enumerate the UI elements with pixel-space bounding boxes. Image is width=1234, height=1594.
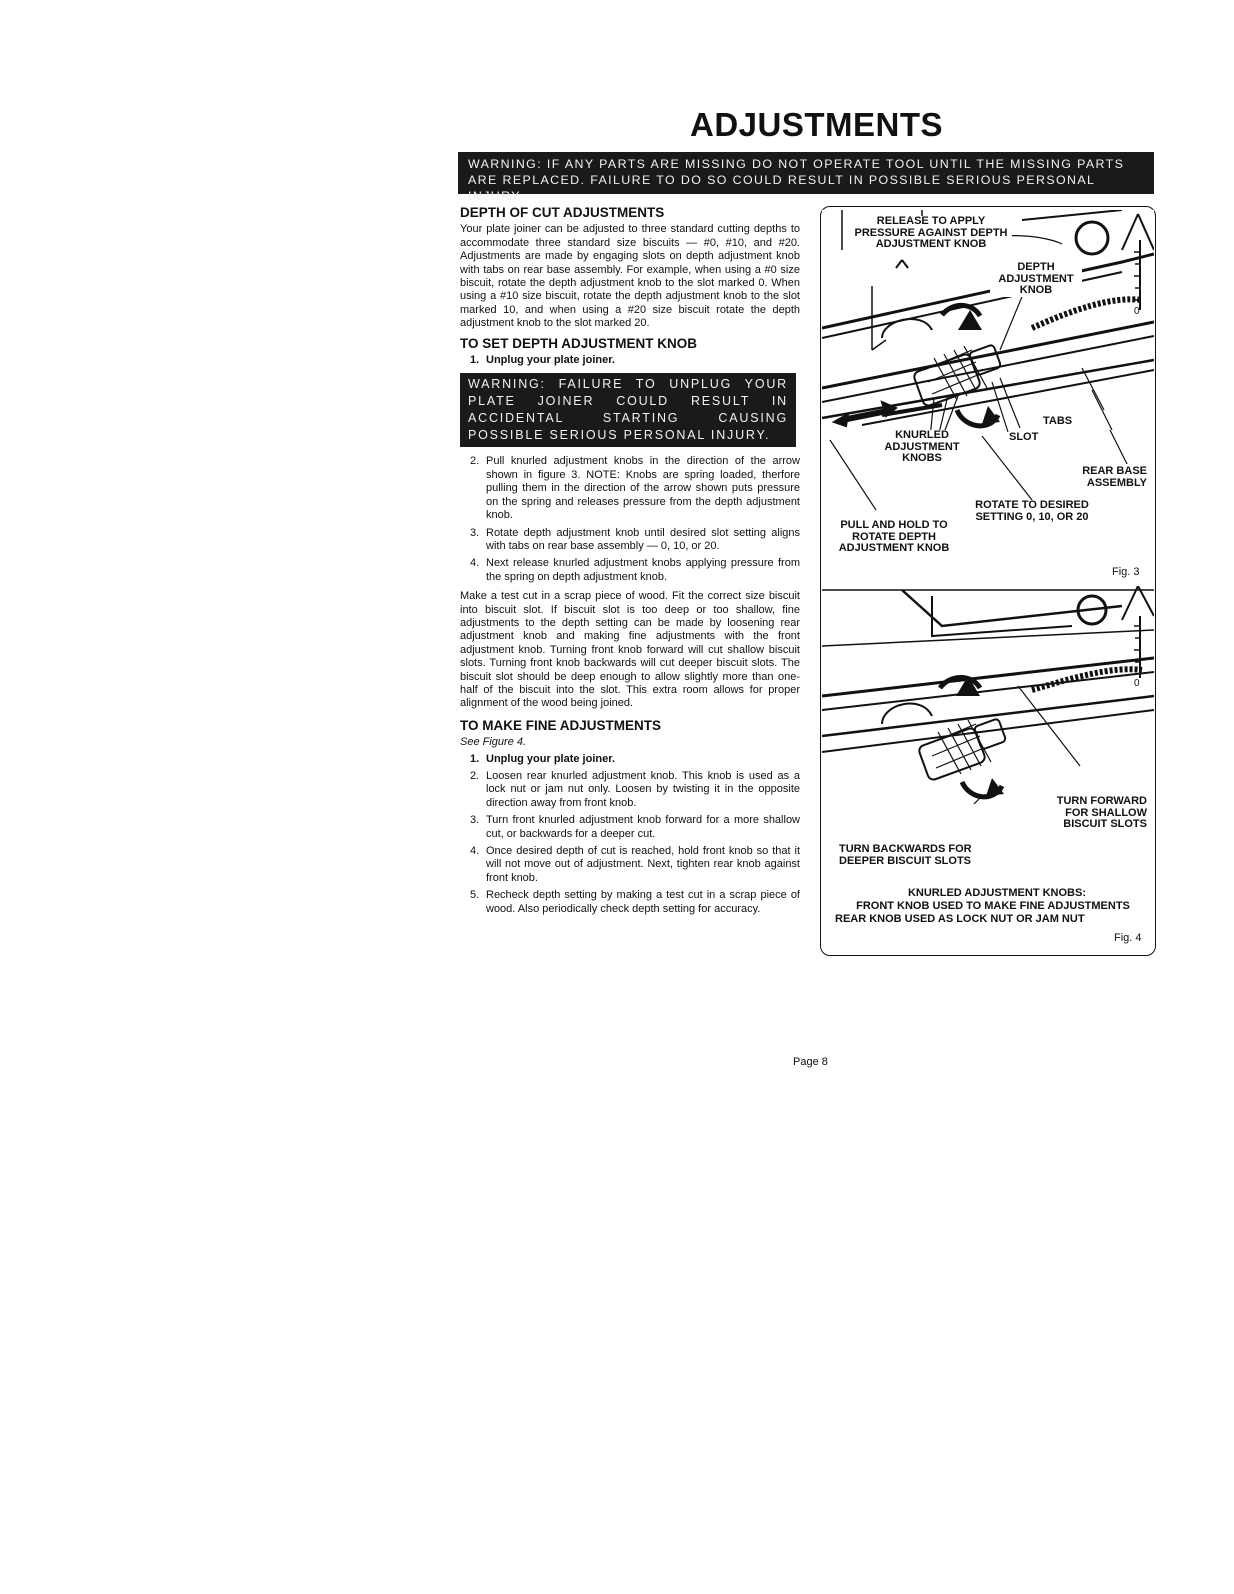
set-knob-steps-continued bbox=[460, 455, 800, 584]
unplug-warning: WARNING: FAILURE TO UNPLUG YOUR PLATE JOINER COULD RESULT IN ACCIDENTAL STARTING CAUSING POSSIBLE SERIOUS PERSONAL INJURY. bbox=[460, 373, 796, 447]
page-number: Page 8 bbox=[793, 1056, 828, 1068]
fine-heading: TO MAKE FINE ADJUSTMENTS bbox=[460, 717, 662, 733]
label-rear-base-assembly: REAR BASE ASSEMBLY bbox=[1062, 466, 1148, 489]
list-item bbox=[460, 845, 800, 885]
step-number: 3. bbox=[470, 814, 480, 827]
label-rotate-setting: ROTATE TO DESIRED SETTING 0, 10, OR 20 bbox=[966, 500, 1098, 523]
list-item bbox=[460, 354, 800, 367]
fig4-caption: Fig. 4 bbox=[1114, 932, 1142, 944]
list-item bbox=[460, 455, 800, 522]
step-number: 2. bbox=[470, 455, 480, 468]
list-item bbox=[460, 557, 800, 584]
step-text: Pull knurled adjustment knobs in the direction of the arrow shown in figure 3. NOTE: Knobs are spring loaded, therfore pulling them in the direction of the arrow shown puts pressure on the spring and releases pressure from the depth adjustment knob. bbox=[486, 455, 800, 522]
instructions-column bbox=[460, 206, 800, 922]
depth-heading: DEPTH OF CUT ADJUSTMENTS bbox=[460, 205, 665, 220]
step-text: Once desired depth of cut is reached, hold front knob so that it will not move out of adjustment. Next, tighten rear knob against front knob. bbox=[486, 845, 800, 884]
label-turn-forward: TURN FORWARD FOR SHALLOW BISCUIT SLOTS bbox=[1034, 796, 1148, 831]
step-number: 3. bbox=[470, 526, 480, 539]
step-number: 1. bbox=[470, 354, 480, 367]
depth-body: Your plate joiner can be adjusted to three standard cutting depths to accommodate three standard size biscuits — #0, #10, and #20. Adjustments are made by engaging slots on depth adjustment knob with tabs on rear base assembly. For example, when using a #0 size biscuit, rotate the depth adjustment knob to the slot marked 0. When using a #10 size biscuit, rotate the depth adjustment knob to the slot marked 10, and when using a #20 size biscuit rotate the depth adjustment knob to the slot marked 20. bbox=[460, 223, 800, 330]
scale-zero-fig4: 0 bbox=[1134, 678, 1140, 689]
fig3-caption: Fig. 3 bbox=[1112, 566, 1140, 578]
step-text: Next release knurled adjustment knobs applying pressure from the spring on depth adjustment knob. bbox=[486, 557, 800, 583]
step-number: 1. bbox=[470, 752, 480, 765]
set-knob-heading: TO SET DEPTH ADJUSTMENT KNOB bbox=[460, 335, 698, 351]
figure-4-illustration bbox=[822, 586, 1154, 804]
step-text: Loosen rear knurled adjustment knob. This knob is used as a lock nut or jam nut only. Loosen by twisting it in the opposite direction away from front knob. bbox=[486, 770, 800, 809]
step-number: 4. bbox=[470, 557, 480, 570]
step-text: Recheck depth setting by making a test cut in a scrap piece of wood. Also periodically check depth setting for accuracy. bbox=[486, 889, 800, 915]
page-title: ADJUSTMENTS bbox=[690, 106, 944, 143]
label-depth-adjustment-knob: DEPTH ADJUSTMENT KNOB bbox=[990, 262, 1082, 297]
label-knurled-knobs: KNURLED ADJUSTMENT KNOBS bbox=[874, 430, 970, 465]
step-number: 2. bbox=[470, 770, 480, 782]
list-item bbox=[460, 814, 800, 841]
label-release-pressure: RELEASE TO APPLY PRESSURE AGAINST DEPTH ADJUSTMENT KNOB bbox=[850, 216, 1012, 251]
fine-steps bbox=[460, 753, 800, 916]
list-item bbox=[460, 527, 800, 554]
step-text: Turn front knurled adjustment knob forward for a more shallow cut, or backwards for a deeper cut. bbox=[486, 814, 800, 840]
warning-banner: WARNING: IF ANY PARTS ARE MISSING DO NOT OPERATE TOOL UNTIL THE MISSING PARTS ARE REPLACED. FAILURE TO DO SO COULD RESULT IN POSSIBLE SERIOUS PERSONAL INJURY. bbox=[458, 152, 1154, 194]
scale-zero-fig3: 0 bbox=[1134, 306, 1140, 317]
step-text: Unplug your plate joiner. bbox=[486, 354, 615, 367]
test-cut-paragraph: Make a test cut in a scrap piece of wood. Fit the correct size biscuit into biscuit slot. If biscuit slot is too deep or too shallow, fine adjustments to the depth setting can be made by loosening rear adjustment knob and making fine adjustments with the front adjustment knob. Turning front knob forward will cut shallow biscuit slots. Turning front knob backwards will cut deeper biscuit slots. The biscuit slot should be deep enough to allow slightly more than one-half of the biscuit into the slot. This extra room allows for proper alignment of the wood being joined. bbox=[460, 590, 800, 710]
label-turn-backwards: TURN BACKWARDS FOR DEEPER BISCUIT SLOTS bbox=[838, 844, 1000, 867]
knobs-note-line3: REAR KNOB USED AS LOCK NUT OR JAM NUT bbox=[834, 914, 1136, 926]
knobs-note-line2: FRONT KNOB USED TO MAKE FINE ADJUSTMENTS bbox=[834, 901, 1152, 913]
step-number: 5. bbox=[470, 889, 480, 902]
step-text: Rotate depth adjustment knob until desired slot setting aligns with tabs on rear base assembly — 0, 10, or 20. bbox=[486, 526, 800, 552]
list-item bbox=[460, 770, 800, 810]
list-item bbox=[460, 753, 800, 766]
see-figure: See Figure 4. bbox=[460, 736, 527, 749]
plate-joiner-drawing-fig4 bbox=[822, 586, 1154, 804]
step-text: Unplug your plate joiner. bbox=[486, 752, 615, 765]
step-number: 4. bbox=[470, 845, 480, 858]
list-item bbox=[460, 889, 800, 916]
label-pull-and-hold: PULL AND HOLD TO ROTATE DEPTH ADJUSTMENT KNOB bbox=[828, 520, 960, 555]
label-slot: SLOT bbox=[1009, 431, 1039, 443]
set-knob-steps bbox=[460, 354, 800, 367]
knobs-note-line1: KNURLED ADJUSTMENT KNOBS: bbox=[886, 888, 1108, 900]
label-tabs: TABS bbox=[1043, 415, 1073, 427]
